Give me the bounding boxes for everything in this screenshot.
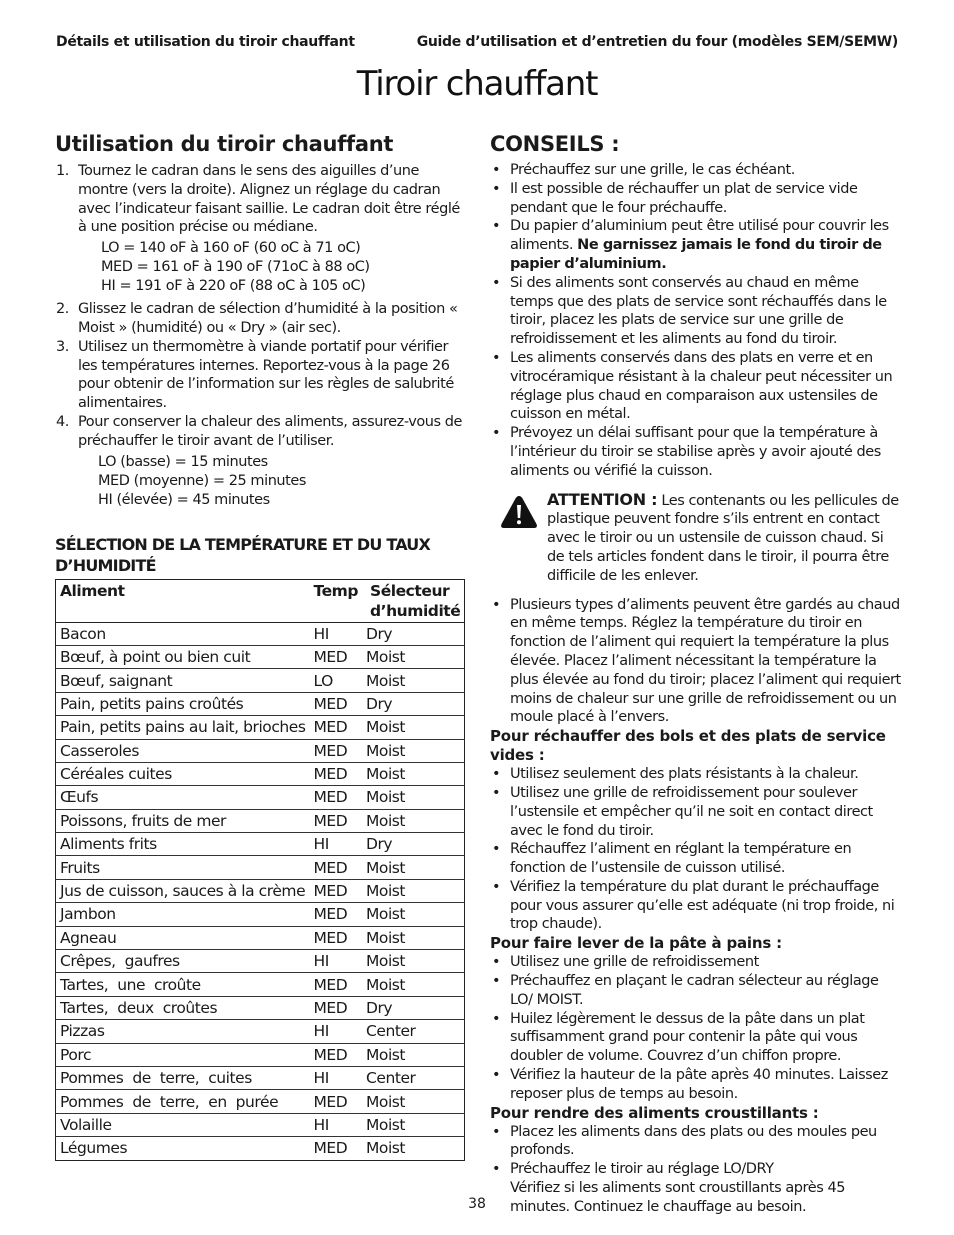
crisp-last-item-cont: Vérifiez si les aliments sont croustillants après 45 minutes. Continuez le chauffage au besoin. bbox=[510, 1180, 846, 1215]
cell-humidity: Moist bbox=[362, 716, 465, 739]
cell-food: Œufs bbox=[56, 786, 310, 809]
cell-food: Casseroles bbox=[56, 739, 310, 762]
cell-food: Pommes de terre, cuites bbox=[56, 1066, 310, 1089]
table-row bbox=[56, 903, 465, 926]
dough-list bbox=[490, 953, 902, 1103]
cell-food: Bacon bbox=[56, 622, 310, 645]
column-header-food: Aliment bbox=[56, 579, 310, 622]
table-row bbox=[56, 786, 465, 809]
cell-humidity: Dry bbox=[362, 692, 465, 715]
cell-food: Pain, petits pains au lait, brioches bbox=[56, 716, 310, 739]
list-item: • Placez les aliments dans des plats ou des moules peu profonds. bbox=[490, 1123, 902, 1161]
cell-humidity: Dry bbox=[362, 833, 465, 856]
column-header-temp: Temp bbox=[310, 579, 362, 622]
table-row bbox=[56, 879, 465, 902]
table-row bbox=[56, 692, 465, 715]
steps-list bbox=[55, 162, 465, 237]
tips-list-2 bbox=[490, 596, 902, 728]
cell-temp: LO bbox=[310, 669, 362, 692]
cell-temp: MED bbox=[310, 903, 362, 926]
cell-temp: MED bbox=[310, 809, 362, 832]
cell-humidity: Center bbox=[362, 1020, 465, 1043]
cell-humidity: Moist bbox=[362, 1090, 465, 1113]
bowls-heading: Pour réchauffer des bols et des plats de service vides : bbox=[490, 727, 886, 765]
cell-temp: MED bbox=[310, 856, 362, 879]
cell-temp: MED bbox=[310, 762, 362, 785]
cell-humidity: Dry bbox=[362, 996, 465, 1019]
cell-temp: MED bbox=[310, 1090, 362, 1113]
temp-range-med: MED = 161 oF à 190 oF (71oC à 88 oC) bbox=[101, 259, 370, 276]
step-item bbox=[55, 338, 465, 413]
cell-food: Pain, petits pains croûtés bbox=[56, 692, 310, 715]
step-number: 4. bbox=[56, 413, 69, 430]
table-row bbox=[56, 973, 465, 996]
cell-humidity: Moist bbox=[362, 926, 465, 949]
cell-humidity: Moist bbox=[362, 856, 465, 879]
cell-food: Pommes de terre, en purée bbox=[56, 1090, 310, 1113]
selection-heading: SÉLECTION DE LA TEMPÉRATURE ET DU TAUX D’HUMIDITÉ bbox=[55, 534, 431, 575]
cell-temp: HI bbox=[310, 1020, 362, 1043]
cell-humidity: Moist bbox=[362, 762, 465, 785]
temperature-ranges bbox=[55, 239, 465, 296]
temperature-humidity-table bbox=[55, 579, 465, 1161]
cell-humidity: Dry bbox=[362, 622, 465, 645]
list-item: • Il est possible de réchauffer un plat de service vide pendant que le four préchauffe. bbox=[490, 180, 902, 218]
list-item: • Vérifiez la hauteur de la pâte après 40 minutes. Laissez reposer plus de temps au besoin. bbox=[490, 1066, 902, 1104]
cell-temp: HI bbox=[310, 1066, 362, 1089]
table-row bbox=[56, 739, 465, 762]
list-item: • Les aliments conservés dans des plats en verre et en vitrocéramique résistant à la chaleur peut nécessiter un réglage plus chaud en comparaison aux ustensiles de cuisson en métal. bbox=[490, 349, 902, 424]
warning-triangle-icon bbox=[500, 495, 538, 529]
cell-humidity: Moist bbox=[362, 739, 465, 762]
table-row bbox=[56, 833, 465, 856]
column-header-humidity-line1: Sélecteur bbox=[369, 581, 450, 600]
dough-heading: Pour faire lever de la pâte à pains : bbox=[490, 934, 782, 953]
crisp-heading: Pour rendre des aliments croustillants : bbox=[490, 1103, 819, 1122]
cell-humidity: Moist bbox=[362, 669, 465, 692]
list-item: • Préchauffez sur une grille, le cas échéant. bbox=[490, 161, 902, 180]
table-header-row bbox=[56, 579, 465, 622]
table-row bbox=[56, 1043, 465, 1066]
table-row bbox=[56, 1090, 465, 1113]
preheat-med: MED (moyenne) = 25 minutes bbox=[98, 472, 306, 489]
cell-food: Bœuf, saignant bbox=[56, 669, 310, 692]
table-row bbox=[56, 809, 465, 832]
table-row bbox=[56, 950, 465, 973]
running-header-right: Guide d’utilisation et d’entretien du four (modèles SEM/SEMW) bbox=[416, 34, 898, 50]
attention-label: ATTENTION : bbox=[547, 489, 658, 509]
cell-humidity: Center bbox=[362, 1066, 465, 1089]
cell-humidity: Moist bbox=[362, 973, 465, 996]
list-item: • Si des aliments sont conservés au chaud en même temps que des plats de service sont réchauffés dans le tiroir, placez les plats de service sur une grille de refroidissement et les aliments au fond du tiroir. bbox=[490, 274, 902, 349]
bowls-list bbox=[490, 765, 902, 934]
list-item bbox=[490, 217, 902, 273]
step-item bbox=[55, 162, 465, 237]
page-title: Tiroir chauffant bbox=[356, 64, 598, 104]
cell-humidity: Moist bbox=[362, 786, 465, 809]
cell-food: Poissons, fruits de mer bbox=[56, 809, 310, 832]
table-row bbox=[56, 996, 465, 1019]
tips-list bbox=[490, 161, 902, 481]
table-row bbox=[56, 856, 465, 879]
cell-food: Légumes bbox=[60, 1139, 128, 1158]
cell-food: Pizzas bbox=[56, 1020, 310, 1043]
preheat-lo: LO (basse) = 15 minutes bbox=[98, 453, 268, 470]
cell-humidity: Moist bbox=[362, 1113, 465, 1136]
cell-temp: HI bbox=[310, 950, 362, 973]
cell-humidity: Moist bbox=[362, 903, 465, 926]
table-row bbox=[56, 716, 465, 739]
step-item bbox=[55, 413, 465, 451]
step-number: 2. bbox=[56, 301, 69, 318]
foil-tip-text: Du papier d’aluminium peut être utilisé pour couvrir les aliments. bbox=[510, 218, 889, 254]
cell-food: Agneau bbox=[56, 926, 310, 949]
cell-humidity: Moist bbox=[362, 645, 465, 668]
cell-humidity: Moist bbox=[362, 950, 465, 973]
step-text: Pour conserver la chaleur des aliments, assurez-vous de préchauffer le tiroir avant de l’utiliser. bbox=[78, 413, 462, 449]
cell-food: Porc bbox=[56, 1043, 310, 1066]
page-number: 38 bbox=[468, 1196, 486, 1212]
temp-range-lo: LO = 140 oF à 160 oF (60 oC à 71 oC) bbox=[101, 240, 361, 257]
table-row bbox=[56, 762, 465, 785]
temp-range-hi: HI = 191 oF à 220 oF (88 oC à 105 oC) bbox=[101, 278, 366, 295]
table-row bbox=[56, 1137, 465, 1160]
attention-text: Les contenants ou les pellicules de plastique peuvent fondre s’ils entrent en contact avec le tiroir ou un ustensile de cuisson chaud. Si de tels articles fondent dans le tiroir, il pourra être difficile de les enlever. bbox=[547, 492, 899, 584]
table-row bbox=[56, 1066, 465, 1089]
cell-temp: HI bbox=[310, 833, 362, 856]
list-item: • Réchauffez l’aliment en réglant la température en fonction de l’ustensile de cuisson utilisé. bbox=[490, 840, 902, 878]
list-item: • Vérifiez la température du plat durant le préchauffage pour vous assurer qu’elle est adéquate (ni trop froide, ni trop chaude). bbox=[490, 878, 902, 934]
list-item: • Prévoyez un délai suffisant pour que la température à l’intérieur du tiroir se stabilise après y avoir ajouté des aliments ou vérifié la cuisson. bbox=[490, 424, 902, 480]
attention-notice bbox=[490, 491, 902, 586]
left-column bbox=[55, 132, 465, 1161]
cell-temp: MED bbox=[310, 692, 362, 715]
cell-temp: MED bbox=[310, 879, 362, 902]
step-item bbox=[55, 300, 465, 338]
cell-food: Jus de cuisson, sauces à la crème bbox=[56, 879, 310, 902]
step-number: 1. bbox=[56, 163, 69, 179]
table-body bbox=[56, 622, 465, 1160]
cell-humidity: Moist bbox=[362, 1043, 465, 1066]
crisp-last-item: • Préchauffez le tiroir au réglage LO/DRY bbox=[510, 1161, 774, 1178]
cell-food: Crêpes, gaufres bbox=[56, 950, 310, 973]
cell-humidity: Moist bbox=[362, 879, 465, 902]
list-item: • Utilisez seulement des plats résistants à la chaleur. bbox=[490, 765, 902, 784]
table-row bbox=[56, 1020, 465, 1043]
column-header-humidity-line2: d’humidité bbox=[369, 601, 461, 620]
conseils-content bbox=[490, 161, 902, 1217]
list-item: • Plusieurs types d’aliments peuvent être gardés au chaud en même temps. Réglez la température du tiroir en fonction de l’aliment qui requiert la température la plus élevée. Placez l’aliment nécessitant la température la plus élevée au fond du tiroir; placez l’aliment qui requiert moins de chaleur sur une grille de refroidissement ou un moule placé à l’envers. bbox=[490, 596, 902, 728]
preheat-times bbox=[55, 453, 465, 510]
cell-food: Tartes, deux croûtes bbox=[56, 996, 310, 1019]
list-item: • Utilisez une grille de refroidissement pour soulever l’ustensile et empêcher qu’il ne soit en contact direct avec le fond du tiroir. bbox=[490, 784, 902, 840]
cell-food: Bœuf, à point ou bien cuit bbox=[56, 645, 310, 668]
running-header-left: Détails et utilisation du tiroir chauffant bbox=[56, 34, 355, 50]
steps-list-cont bbox=[55, 300, 465, 450]
cell-temp: MED bbox=[310, 645, 362, 668]
table-row bbox=[56, 645, 465, 668]
cell-temp: MED bbox=[310, 1043, 362, 1066]
foil-tip-warning: Ne garnissez jamais le fond du tiroir de papier d’aluminium. bbox=[510, 237, 882, 272]
list-item: • Huilez légèrement le dessus de la pâte dans un plat suffisamment grand pour contenir la pâte qui vous doubler de volume. Couvrez d’un chiffon propre. bbox=[490, 1010, 902, 1066]
list-item: • Utilisez une grille de refroidissement bbox=[490, 953, 902, 972]
cell-temp: MED bbox=[310, 739, 362, 762]
cell-temp: HI bbox=[310, 1113, 362, 1136]
cell-food: Tartes, une croûte bbox=[56, 973, 310, 996]
table-row bbox=[56, 926, 465, 949]
right-column bbox=[490, 132, 902, 1217]
cell-temp: MED bbox=[310, 926, 362, 949]
cell-temp: MED bbox=[313, 1139, 348, 1158]
step-text: Glissez le cadran de sélection d’humidité à la position « Moist » (humidité) ou « Dry » (air sec). bbox=[78, 301, 458, 336]
cell-temp: MED bbox=[310, 996, 362, 1019]
table-row bbox=[56, 669, 465, 692]
table-row bbox=[56, 1113, 465, 1136]
cell-temp: MED bbox=[310, 973, 362, 996]
conseils-heading: CONSEILS : bbox=[490, 132, 620, 156]
table-row bbox=[56, 622, 465, 645]
cell-food: Aliments frits bbox=[56, 833, 310, 856]
column-header-humidity bbox=[362, 579, 465, 622]
cell-food: Jambon bbox=[56, 903, 310, 926]
cell-temp: MED bbox=[310, 716, 362, 739]
preheat-hi: HI (élevée) = 45 minutes bbox=[98, 491, 270, 508]
utilisation-instructions bbox=[55, 162, 465, 510]
cell-food: Volaille bbox=[56, 1113, 310, 1136]
step-number: 3. bbox=[56, 338, 69, 355]
step-text: Utilisez un thermomètre à viande portatif pour vérifier les températures internes. Reportez-vous à la page 26 pour obtenir de l’information sur les règles de salubrité alimentaires. bbox=[78, 338, 454, 412]
list-item: • Préchauffez en plaçant le cadran sélecteur au réglage LO/ MOIST. bbox=[490, 972, 902, 1010]
cell-food: Fruits bbox=[56, 856, 310, 879]
utilisation-heading: Utilisation du tiroir chauffant bbox=[55, 132, 394, 156]
cell-food: Céréales cuites bbox=[56, 762, 310, 785]
cell-humidity: Moist bbox=[365, 1139, 406, 1158]
step-text: Tournez le cadran dans le sens des aiguilles d’une montre (vers la droite). Alignez un réglage du cadran avec l’indicateur faisant saillie. Le cadran doit être réglé à une position précise ou médiane. bbox=[78, 163, 460, 236]
cell-temp: MED bbox=[310, 786, 362, 809]
cell-humidity: Moist bbox=[362, 809, 465, 832]
cell-temp: HI bbox=[310, 622, 362, 645]
